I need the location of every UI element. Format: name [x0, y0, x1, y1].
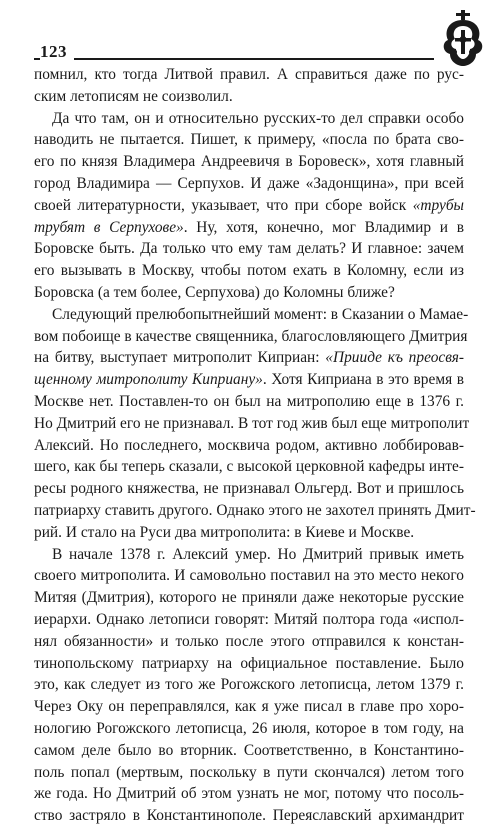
text-line: это, как следует из того же Рогожского летописца, летом 1379 г. [34, 676, 464, 694]
italic-quote: щенному митрополиту Киприану» [34, 371, 263, 389]
text-line: рий. И стало на Руси два митрополита: в Киеве и Москве. [34, 523, 415, 541]
text-line: Боровске быть. Да только что ему там делать? И главное: зачем [34, 240, 464, 258]
text-line: же года. Но Дмитрий об этом узнать не мог, потому что посоль- [34, 785, 464, 803]
orthodox-cross-ornament-icon [438, 8, 488, 68]
text-line: шего, как бы теперь сказали, с высокой церковной кафедры инте- [34, 458, 464, 476]
text-line: на битву, выступает митрополит Киприан: «Прииде къ преосвя- [34, 349, 464, 367]
text-line: ским летописям не соизволил. [34, 87, 233, 105]
italic-quote: «трубы [412, 196, 464, 214]
text-line: патриарху ставить другого. Однако этого не захотел принять Дмит- [34, 501, 476, 519]
text-line: своей литературности, указывает, что при сборе войск «трубы [34, 196, 464, 214]
page-number: 123 [40, 42, 67, 61]
text-line: В начале 1378 г. Алексий умер. Но Дмитрий привык иметь [52, 545, 464, 563]
text-line: трубят в Серпухове». Ну, хотя, конечно, мог Владимир и в [34, 218, 464, 236]
text-line: вом побоище в качестве священника, благословляющего Дмитрия [34, 327, 468, 345]
text-line: Но Дмитрий его не признавал. В тот год жив был еще митрополит [34, 414, 470, 432]
text-line: иерархи. Однако летописи говорят: Митяй полтора года «испол- [34, 610, 464, 628]
text-line: своего митрополита. И самовольно поставил на это место некого [34, 567, 464, 585]
text-line: Следующий прелюбопытнейший момент: в Сказании о Мамае- [52, 305, 469, 323]
page-body-text [34, 64, 476, 827]
text-line: щенному митрополиту Киприану». Хотя Киприана в это время в [34, 371, 464, 389]
text-line: поль попал (мертвым, поскольку в пути скончался) летом того [34, 763, 464, 781]
text-line: ресы родного княжества, не признавал Ольгерд. Вот и пришлось [34, 480, 464, 498]
italic-quote: трубят в Серпухове» [34, 218, 184, 236]
text-line: нологию Рогожского летописца, 26 июля, которое в том году, на [34, 719, 464, 737]
text-line: нял обязанности» и только после этого отправился к констан- [34, 632, 464, 650]
text-line: Москве нет. Поставлен-то он был на митрополию еще в 1376 г. [34, 392, 464, 410]
text-line: Через Оку он переправлялся, как я уже писал в главе про хоро- [34, 698, 464, 716]
text-line: Алексий. Но последнего, москвича родом, активно лоббировав- [34, 436, 464, 454]
text-line: ство застряло в Константинополе. Переяславский архимандрит [34, 807, 464, 825]
header-rule [74, 58, 434, 60]
text-line: Боровска (а тем более, Серпухова) до Коломны ближе? [34, 283, 395, 301]
text-line: самом деле было во вторник. Соответственно, в Константино- [34, 741, 464, 759]
text-line: Митяя (Дмитрия), которого не приняли даже некоторые русские [34, 589, 464, 607]
text-line: помнил, кто тогда Литвой правил. А справиться даже по рус- [34, 66, 464, 83]
text-line: его вызывать в Москву, чтобы потом ехать в Коломну, если из [34, 262, 464, 280]
text-line: его по князя Владимера Андреевичя в Боровеск», хотя главный [34, 153, 464, 171]
italic-quote: «Прииде къ преосвя- [325, 349, 464, 367]
text-line: наводить не пытается. Пишет, к примеру, «посла по брата сво- [34, 131, 464, 149]
text-line: Да что там, он и относительно русских-то дел справки особо [52, 109, 464, 127]
page-header [0, 0, 500, 70]
text-line: тинопольскому патриарху на официальное поставление. Было [34, 654, 464, 672]
text-line: город Владимира — Серпухов. И даже «Задонщина», при всей [34, 174, 464, 192]
